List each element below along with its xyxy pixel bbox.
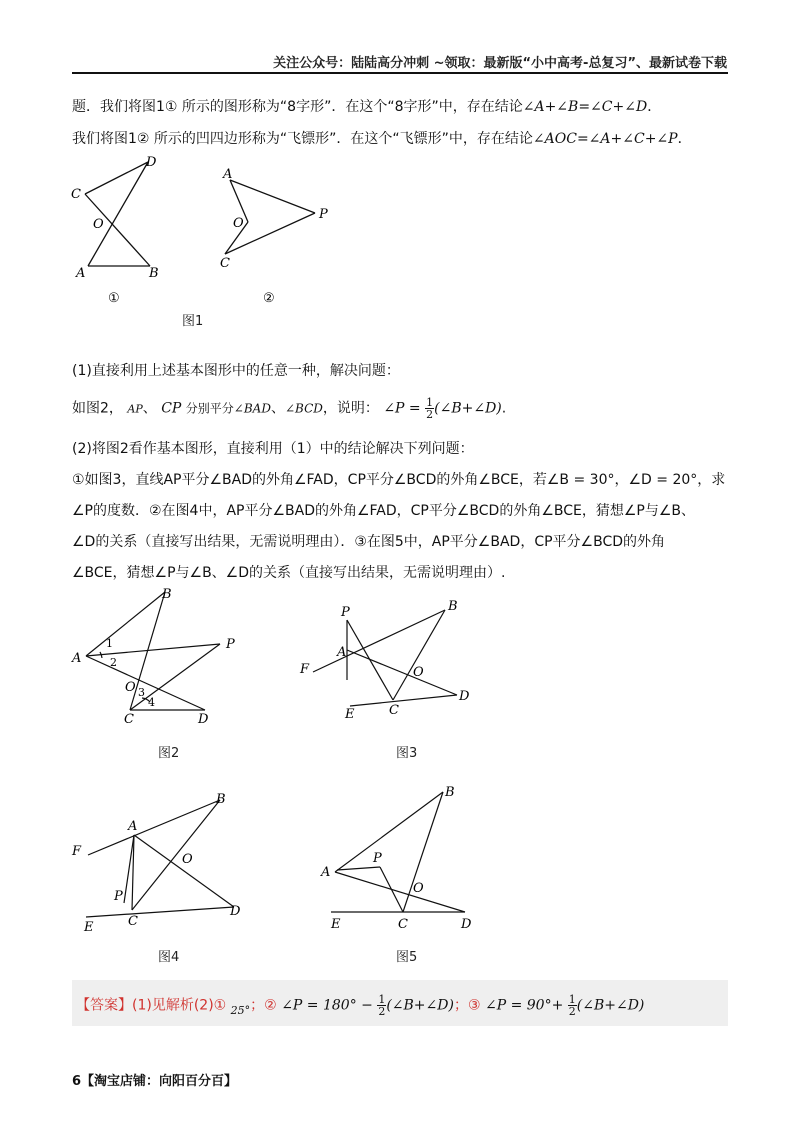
figure-5-caption: 图5 [396,950,418,965]
answer-line [76,994,644,1017]
figure-1-caption: 图1 [182,314,204,329]
fig3-label-F: F [300,662,310,677]
fig2-label-B: B [162,587,172,602]
answer-f3-lhs: ∠P = 90°+ [484,997,564,1014]
fig2-angle-3: 3 [138,686,145,699]
answer-f3-num: 1 [568,993,576,1006]
fig1-label-C2: C [220,256,230,271]
fig2-angle-2: 2 [110,656,117,669]
part2-title: (2)将图2看作基本图形，直接利用（1）中的结论解决下列问题： [72,441,474,457]
part1-bisect: 分别平分 [185,401,234,416]
fig3-label-A: A [337,645,347,660]
fig1-label-P: P [319,207,328,222]
answer-f3-den: 2 [568,1005,576,1018]
figure-3-lines [313,610,457,706]
answer-f3-rhs: (∠B+∠D) [576,997,645,1014]
intro-line-2 [72,128,692,148]
figure-2-lines [86,592,220,710]
answer-f2-den: 2 [378,1005,386,1018]
part1-frac-den: 2 [426,408,434,421]
answer-part1: (1)见解析(2)① [132,997,227,1014]
fig2-label-O: O [125,680,136,695]
fig4-label-A: A [128,819,138,834]
page-header: 关注公众号：陆陆高分冲刺 ~领取：最新版“小中高考-总复习”、最新试卷下载 [273,56,727,71]
answer-f2-num: 1 [378,993,386,1006]
fig1-label-A2: A [223,167,233,182]
fig5-label-A: A [321,865,331,880]
intro-line-1-text: 题．我们将图1① 所示的图形称为“8字形”．在这个“8字形”中，存在结论 [72,99,523,115]
intro-line-1 [72,96,661,116]
fig5-label-P: P [373,851,382,866]
fig1-label-D: D [146,155,157,170]
answer-f3-fraction [568,994,577,1017]
answer-val-1: 25° [230,1003,251,1017]
figure-2 [60,580,280,740]
fig5-label-B: B [445,785,455,800]
fig1-label-B: B [149,266,159,281]
fig5-label-O: O [413,881,424,896]
fig2-label-D: D [198,712,209,727]
part1-title: (1)直接利用上述基本图形中的任意一种，解决问题： [72,363,400,379]
answer-f2-lhs: ∠P = 180° − [281,997,373,1014]
fig3-label-D: D [459,689,470,704]
fig2-angle-4: 4 [148,696,155,709]
part1-frac-num: 1 [426,396,434,409]
header-divider [72,72,728,74]
figure-5 [315,780,495,935]
part1-sep: 、 [142,400,157,417]
figure-1 [60,150,360,330]
answer-f2-rhs: (∠B+∠D) [386,997,454,1014]
fig3-label-C: C [389,703,399,718]
part1-angle-bcd: ∠BCD [284,401,323,416]
figure-4-lines [86,800,234,917]
part1-as-fig2: 如图2， [72,400,123,417]
fig4-label-D: D [230,904,241,919]
fig4-label-O: O [182,852,193,867]
fig4-label-P: P [114,889,123,904]
answer-tag: 【答案】 [76,997,132,1014]
fig2-label-C: C [124,712,134,727]
part1-angle-bad: ∠BAD [233,401,271,416]
figure-4 [62,785,272,935]
fig3-label-E: E [345,707,355,722]
figure-1-eight-shape [85,162,150,266]
intro-line-1-end: ． [647,99,662,115]
fig3-label-P: P [341,605,350,620]
fig1-label-O2: O [233,216,244,231]
intro-line-2-formula: ∠AOC=∠A+∠C+∠P [532,131,678,147]
intro-line-2-end: ． [677,131,692,147]
part1-end: . [501,400,507,417]
fig2-label-P: P [226,637,235,652]
figure-3-caption: 图3 [396,746,418,761]
fig2-angle-1: 1 [106,637,113,650]
page-footer: 6【淘宝店铺：向阳百分百】 [72,1074,238,1089]
answer-sep-2: ；③ [453,997,481,1014]
fig1-sub-1: ① [108,291,120,306]
figure-5-lines [331,792,465,912]
fig3-label-B: B [448,599,458,614]
fig1-label-A: A [76,266,86,281]
intro-line-1-formula: ∠A+∠B=∠C+∠D [522,99,648,115]
fig3-label-O: O [413,665,424,680]
fig4-label-F: F [72,844,82,859]
part1-statement [72,397,506,420]
figure-4-caption: 图4 [158,950,180,965]
answer-f2-fraction [377,994,386,1017]
part1-formula-rhs: (∠B+∠D) [434,400,502,417]
fig4-label-B: B [216,792,226,807]
fig1-label-C: C [71,187,81,202]
part1-comma: ，说明： [322,400,379,417]
part1-ap: AP [127,402,143,416]
figure-3 [295,590,495,730]
fig5-label-D: D [461,917,472,932]
fig1-label-O: O [93,217,104,232]
part2-line-3: ∠D的关系（直接写出结果，无需说明理由）．③在图5中，AP平分∠BAD，CP平分∠BCD的外角 [72,534,666,550]
part1-fraction [425,397,434,420]
intro-line-2-text: 我们将图1② 所示的凹四边形称为“飞镖形”．在这个“飞镖形”中，存在结论 [72,131,533,147]
part2-line-4: ∠BCE，猜想∠P与∠B、∠D的关系（直接写出结果，无需说明理由）. [72,565,506,581]
fig4-label-C: C [128,914,138,929]
part1-formula-lhs: ∠P = [383,400,421,417]
fig4-label-E: E [84,920,94,935]
fig5-label-E: E [331,917,341,932]
answer-sep-1: ；② [250,997,277,1014]
fig2-label-A: A [72,651,82,666]
part1-sep2: 、 [270,400,285,417]
fig5-label-C: C [398,917,408,932]
part1-cp: CP [161,400,182,417]
part2-line-1: ①如图3，直线AP平分∠BAD的外角∠FAD，CP平分∠BCD的外角∠BCE，若∠B = 30°，∠D = 20°，求 [72,472,726,488]
figure-2-caption: 图2 [158,746,180,761]
fig1-sub-2: ② [263,291,275,306]
part2-line-2: ∠P的度数．②在图4中，AP平分∠BAD的外角∠FAD，CP平分∠BCD的外角∠BCE，猜想∠P与∠B、 [72,503,696,519]
